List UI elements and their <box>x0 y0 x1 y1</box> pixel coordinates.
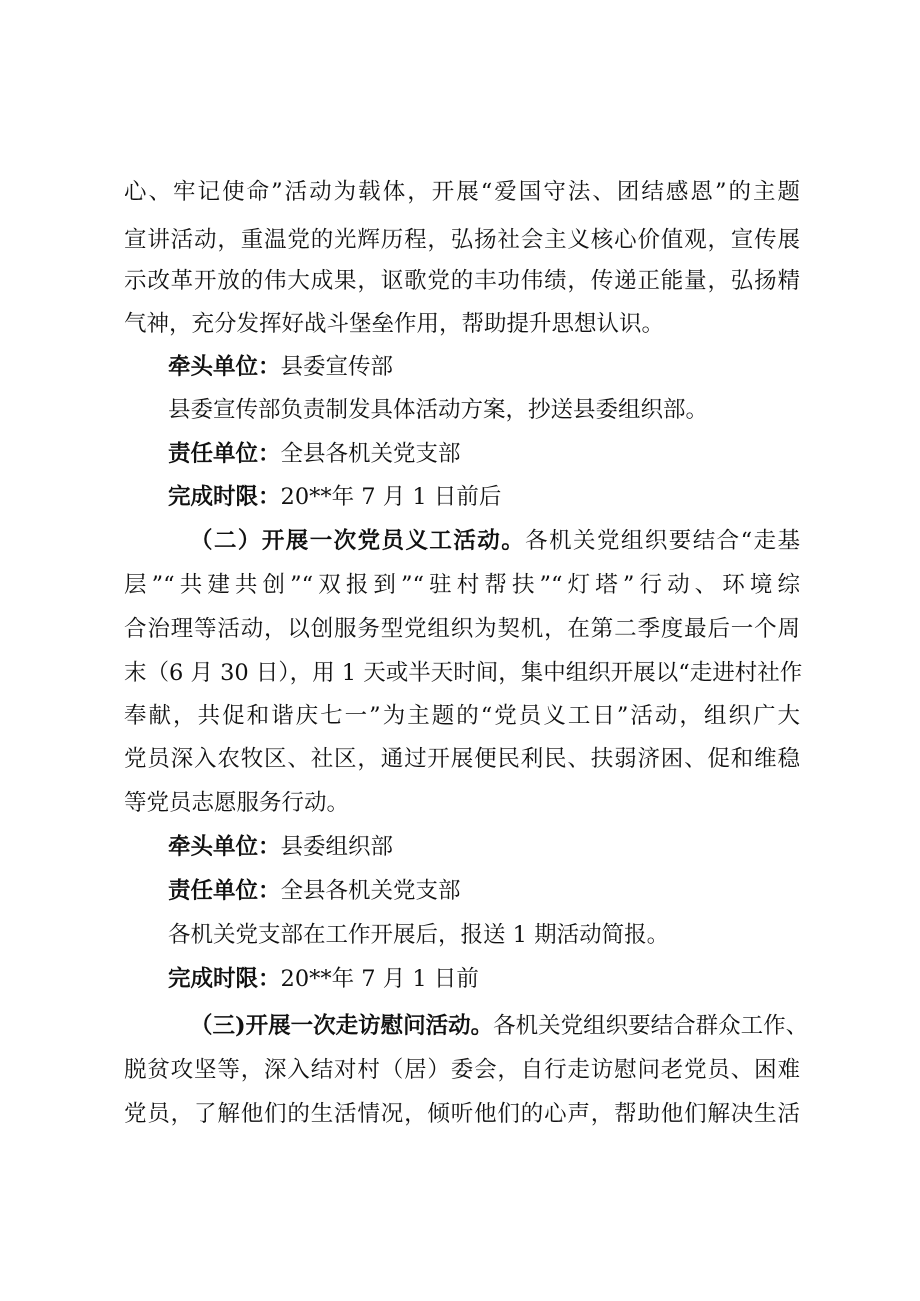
responsible-unit-value: 全县各机关党支部 <box>280 878 461 904</box>
paragraph-line: 气神，充分发挥好战斗堡垒作用，帮助提升思想认识。 <box>124 311 665 337</box>
responsible-unit-line <box>168 876 800 906</box>
deadline-label: 完成时限： <box>168 966 281 992</box>
note-line: 各机关党支部在工作开展后，报送 1 期活动简报。 <box>168 922 670 948</box>
lead-unit-line <box>168 832 800 862</box>
paragraph-line: 等党员志愿服务行动。 <box>124 790 350 816</box>
section-text: 各机关党组织要结合“走基 <box>525 528 800 554</box>
responsible-unit-label: 责任单位： <box>168 441 281 467</box>
section-heading: （三)开展一次走访慰问活动。 <box>190 1013 494 1039</box>
section-heading: （二）开展一次党员义工活动。 <box>190 528 526 554</box>
paragraph-line: 示改革开放的伟大成果，讴歌党的丰功伟绩，传递正能量，弘扬精 <box>124 268 800 294</box>
deadline-line <box>168 482 800 512</box>
lead-unit-value: 县委组织部 <box>280 834 394 860</box>
lead-unit-label: 牵头单位： <box>168 354 281 380</box>
paragraph-line: 末（6 月 30 日），用 1 天或半天时间，集中组织开展以“走进村社作 <box>124 660 803 686</box>
lead-unit-line <box>168 352 800 382</box>
paragraph-line: 心、牢记使命”活动为载体，开展“爱国守法、团结感恩”的主题 <box>124 179 800 205</box>
paragraph-line: 宣讲活动，重温党的光辉历程，弘扬社会主义核心价值观，宣传展 <box>124 227 800 253</box>
section-text: 各机关党组织要结合群众工作、 <box>493 1013 809 1039</box>
responsible-unit-value: 全县各机关党支部 <box>280 441 461 467</box>
paragraph-line: 党员，了解他们的生活情况，倾听他们的心声，帮助他们解决生活 <box>124 1101 800 1127</box>
paragraph-line: 脱贫攻坚等，深入结对村（居）委会，自行走访慰问老党员、困难 <box>124 1057 800 1083</box>
paragraph-line: 合治理等活动，以创服务型党组织为契机，在第二季度最后一个周 <box>124 616 800 642</box>
paragraph-line: 奉献，共促和谐庆七一”为主题的“党员义工日”活动，组织广大 <box>124 703 800 729</box>
paragraph-line: 党员深入农牧区、社区，通过开展便民利民、扶弱济困、促和维稳 <box>124 746 800 772</box>
deadline-line <box>168 964 800 994</box>
deadline-value: 20**年 7 月 1 日前后 <box>280 484 502 510</box>
note-line: 县委宣传部负责制发具体活动方案，抄送县委组织部。 <box>168 397 709 423</box>
lead-unit-value: 县委宣传部 <box>280 354 394 380</box>
deadline-value: 20**年 7 月 1 日前 <box>280 966 479 992</box>
section-heading-line <box>190 526 800 556</box>
deadline-label: 完成时限： <box>168 484 281 510</box>
paragraph-line: 层”“共建共创”“双报到”“驻村帮扶”“灯塔”行动、环境综 <box>124 572 800 598</box>
section-heading-line <box>190 1011 809 1041</box>
responsible-unit-label: 责任单位： <box>168 878 281 904</box>
responsible-unit-line <box>168 439 800 469</box>
lead-unit-label: 牵头单位： <box>168 834 281 860</box>
